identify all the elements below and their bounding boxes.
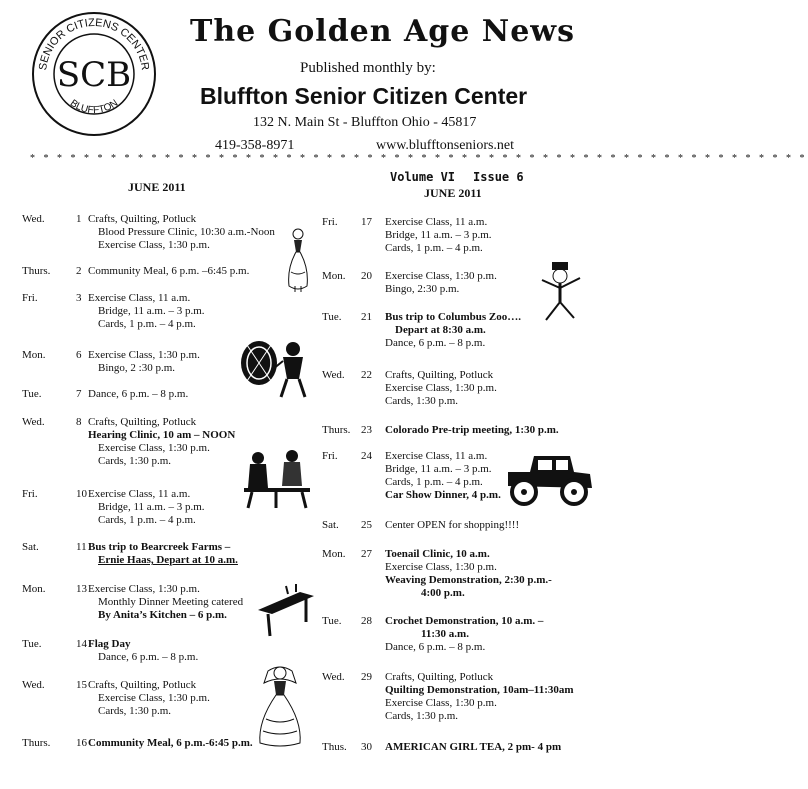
event-weekday: Thurs. bbox=[322, 424, 351, 436]
event-weekday: Wed. bbox=[22, 416, 45, 428]
event-line: Exercise Class, 1:30 p.m. bbox=[98, 442, 210, 454]
event-weekday: Wed. bbox=[22, 679, 45, 691]
event-line: 11:30 a.m. bbox=[421, 628, 469, 640]
published-line: Published monthly by: bbox=[300, 60, 436, 76]
southern-belle-clipart bbox=[283, 228, 313, 294]
event-line: Car Show Dinner, 4 p.m. bbox=[385, 489, 501, 501]
event-line: Dance, 6 p.m. – 8 p.m. bbox=[385, 641, 486, 653]
event-date: 3 bbox=[76, 292, 82, 304]
left-column-month: JUNE 2011 bbox=[128, 180, 186, 194]
event-date: 28 bbox=[361, 615, 372, 627]
event-line: Cards, 1:30 p.m. bbox=[385, 710, 459, 722]
event-line: Exercise Class, 11 a.m. bbox=[385, 450, 488, 462]
event-line: Bus trip to Bearcreek Farms – bbox=[88, 541, 231, 553]
event-weekday: Fri. bbox=[22, 292, 38, 304]
event-weekday: Wed. bbox=[322, 671, 345, 683]
event-line: Bridge, 11 a.m. – 3 p.m. bbox=[385, 463, 492, 475]
event-line: Bingo, 2 :30 p.m. bbox=[98, 362, 176, 374]
event-date: 21 bbox=[361, 311, 372, 323]
antique-car-clipart bbox=[500, 446, 596, 512]
seal-ring-top-text: SENIOR CITIZENS CENTER bbox=[37, 16, 151, 72]
event-line: Exercise Class, 11 a.m. bbox=[88, 488, 191, 500]
event-line: Exercise Class, 1:30 p.m. bbox=[98, 692, 210, 704]
event-weekday: Sat. bbox=[22, 541, 39, 553]
event-date: 22 bbox=[361, 369, 372, 381]
event-line: Community Meal, 6 p.m.-6:45 p.m. bbox=[88, 737, 253, 749]
event-date: 25 bbox=[361, 519, 372, 531]
event-weekday: Mon. bbox=[22, 349, 46, 361]
event-date: 29 bbox=[361, 671, 372, 683]
event-date: 27 bbox=[361, 548, 372, 560]
event-line: Bridge, 11 a.m. – 3 p.m. bbox=[385, 229, 492, 241]
event-line: AMERICAN GIRL TEA, 2 pm- 4 pm bbox=[385, 741, 562, 753]
event-line: By Anita’s Kitchen – 6 p.m. bbox=[98, 609, 227, 621]
event-line: Bingo, 2:30 p.m. bbox=[385, 283, 460, 295]
event-weekday: Thus. bbox=[322, 741, 347, 753]
event-weekday: Fri. bbox=[322, 216, 338, 228]
senior-center-seal-logo bbox=[30, 10, 158, 138]
event-line: Colorado Pre-trip meeting, 1:30 p.m. bbox=[385, 424, 559, 436]
dinner-table-clipart bbox=[256, 582, 316, 638]
event-date: 13 bbox=[76, 583, 87, 595]
event-line: Cards, 1 p.m. – 4 p.m. bbox=[98, 318, 196, 330]
event-line: Cards, 1 p.m. – 4 p.m. bbox=[385, 476, 483, 488]
event-line: Weaving Demonstration, 2:30 p.m.- bbox=[385, 574, 552, 586]
event-weekday: Mon. bbox=[322, 270, 346, 282]
event-date: 15 bbox=[76, 679, 87, 691]
event-line: Cards, 1:30 p.m. bbox=[385, 395, 459, 407]
drummer-clipart bbox=[237, 333, 315, 399]
event-line: Monthly Dinner Meeting catered bbox=[98, 596, 244, 608]
event-date: 10 bbox=[76, 488, 87, 500]
event-date: 1 bbox=[76, 213, 82, 225]
event-line: Cards, 1:30 p.m. bbox=[98, 455, 172, 467]
event-line: 4:00 p.m. bbox=[421, 587, 465, 599]
event-weekday: Tue. bbox=[22, 388, 42, 400]
event-line: Crafts, Quilting, Potluck bbox=[385, 369, 494, 381]
event-line: Dance, 6 p.m. – 8 p.m. bbox=[98, 651, 199, 663]
event-date: 16 bbox=[76, 737, 87, 749]
event-line: Exercise Class, 1:30 p.m. bbox=[98, 239, 210, 251]
event-weekday: Mon. bbox=[22, 583, 46, 595]
event-date: 24 bbox=[361, 450, 372, 462]
event-line: Cards, 1 p.m. – 4 p.m. bbox=[98, 514, 196, 526]
event-line: Exercise Class, 1:30 p.m. bbox=[385, 382, 497, 394]
event-line: Exercise Class, 1:30 p.m. bbox=[88, 349, 200, 361]
event-line: Crafts, Quilting, Potluck bbox=[385, 671, 494, 683]
event-line: Depart at 8:30 a.m. bbox=[395, 324, 486, 336]
address: 132 N. Main St - Bluffton Ohio - 45817 bbox=[253, 115, 477, 130]
event-line: Bridge, 11 a.m. – 3 p.m. bbox=[98, 501, 205, 513]
event-line: Crafts, Quilting, Potluck bbox=[88, 213, 197, 225]
event-date: 30 bbox=[361, 741, 372, 753]
event-line: Cards, 1 p.m. – 4 p.m. bbox=[385, 242, 483, 254]
event-line: Crochet Demonstration, 10 a.m. – bbox=[385, 615, 544, 627]
event-line: Exercise Class, 1:30 p.m. bbox=[385, 561, 497, 573]
event-line: Toenail Clinic, 10 a.m. bbox=[385, 548, 490, 560]
event-line: Community Meal, 6 p.m. –6:45 p.m. bbox=[88, 265, 250, 277]
event-date: 6 bbox=[76, 349, 82, 361]
event-date: 7 bbox=[76, 388, 82, 400]
phone-number: 419-358-8971 bbox=[215, 138, 295, 153]
event-line: Ernie Haas, Depart at 10 a.m. bbox=[98, 554, 238, 566]
dancing-man-clipart bbox=[534, 262, 588, 324]
event-date: 2 bbox=[76, 265, 82, 277]
card-players-clipart bbox=[238, 446, 316, 510]
event-line: Cards, 1:30 p.m. bbox=[98, 705, 172, 717]
event-line: Exercise Class, 1:30 p.m. bbox=[385, 697, 497, 709]
event-weekday: Thurs. bbox=[22, 737, 51, 749]
event-date: 8 bbox=[76, 416, 82, 428]
event-line: Bridge, 11 a.m. – 3 p.m. bbox=[98, 305, 205, 317]
event-line: Hearing Clinic, 10 am – NOON bbox=[88, 429, 236, 441]
right-column-month: JUNE 2011 bbox=[424, 186, 482, 200]
event-line: Exercise Class, 11 a.m. bbox=[88, 292, 191, 304]
event-date: 11 bbox=[76, 541, 87, 553]
event-date: 23 bbox=[361, 424, 372, 436]
event-line: Center OPEN for shopping!!!! bbox=[385, 519, 520, 531]
event-date: 14 bbox=[76, 638, 87, 650]
center-name: Bluffton Senior Citizen Center bbox=[200, 83, 528, 109]
event-line: Blood Pressure Clinic, 10:30 a.m.-Noon bbox=[98, 226, 275, 238]
event-line: Exercise Class, 11 a.m. bbox=[385, 216, 488, 228]
volume-label: Volume VI bbox=[390, 170, 456, 184]
event-weekday: Tue. bbox=[322, 311, 342, 323]
event-weekday: Wed. bbox=[322, 369, 345, 381]
event-line: Crafts, Quilting, Potluck bbox=[88, 679, 197, 691]
event-weekday: Tue. bbox=[322, 615, 342, 627]
event-weekday: Fri. bbox=[322, 450, 338, 462]
event-line: Flag Day bbox=[88, 638, 131, 650]
website-link[interactable]: www.blufftonseniors.net bbox=[376, 138, 515, 153]
seal-monogram: SCB bbox=[56, 55, 132, 95]
star-divider: * * * * * * * * * * * * * * * * * * * * * * * * * * * * * * * * * * * * * * * * * * * * * * * * * * * * * * * * * * bbox=[30, 153, 808, 164]
event-date: 17 bbox=[361, 216, 372, 228]
event-weekday: Sat. bbox=[322, 519, 339, 531]
volume-issue-label bbox=[390, 170, 542, 184]
event-weekday: Wed. bbox=[22, 213, 45, 225]
event-date: 20 bbox=[361, 270, 372, 282]
event-weekday: Thurs. bbox=[22, 265, 51, 277]
doll-gown-clipart bbox=[252, 665, 308, 747]
event-weekday: Tue. bbox=[22, 638, 42, 650]
event-line: Dance, 6 p.m. – 8 p.m. bbox=[385, 337, 486, 349]
seal-ring-bottom-text: BLUFFTON bbox=[67, 97, 121, 117]
event-line: Exercise Class, 1:30 p.m. bbox=[88, 583, 200, 595]
event-line: Bus trip to Columbus Zoo…. bbox=[385, 311, 522, 323]
newsletter-title: The Golden Age News bbox=[190, 14, 576, 49]
event-line: Exercise Class, 1:30 p.m. bbox=[385, 270, 497, 282]
event-weekday: Mon. bbox=[322, 548, 346, 560]
event-line: Crafts, Quilting, Potluck bbox=[88, 416, 197, 428]
issue-label: Issue 6 bbox=[473, 170, 524, 184]
event-weekday: Fri. bbox=[22, 488, 38, 500]
event-line: Quilting Demonstration, 10am–11:30am bbox=[385, 684, 574, 696]
event-line: Dance, 6 p.m. – 8 p.m. bbox=[88, 388, 189, 400]
